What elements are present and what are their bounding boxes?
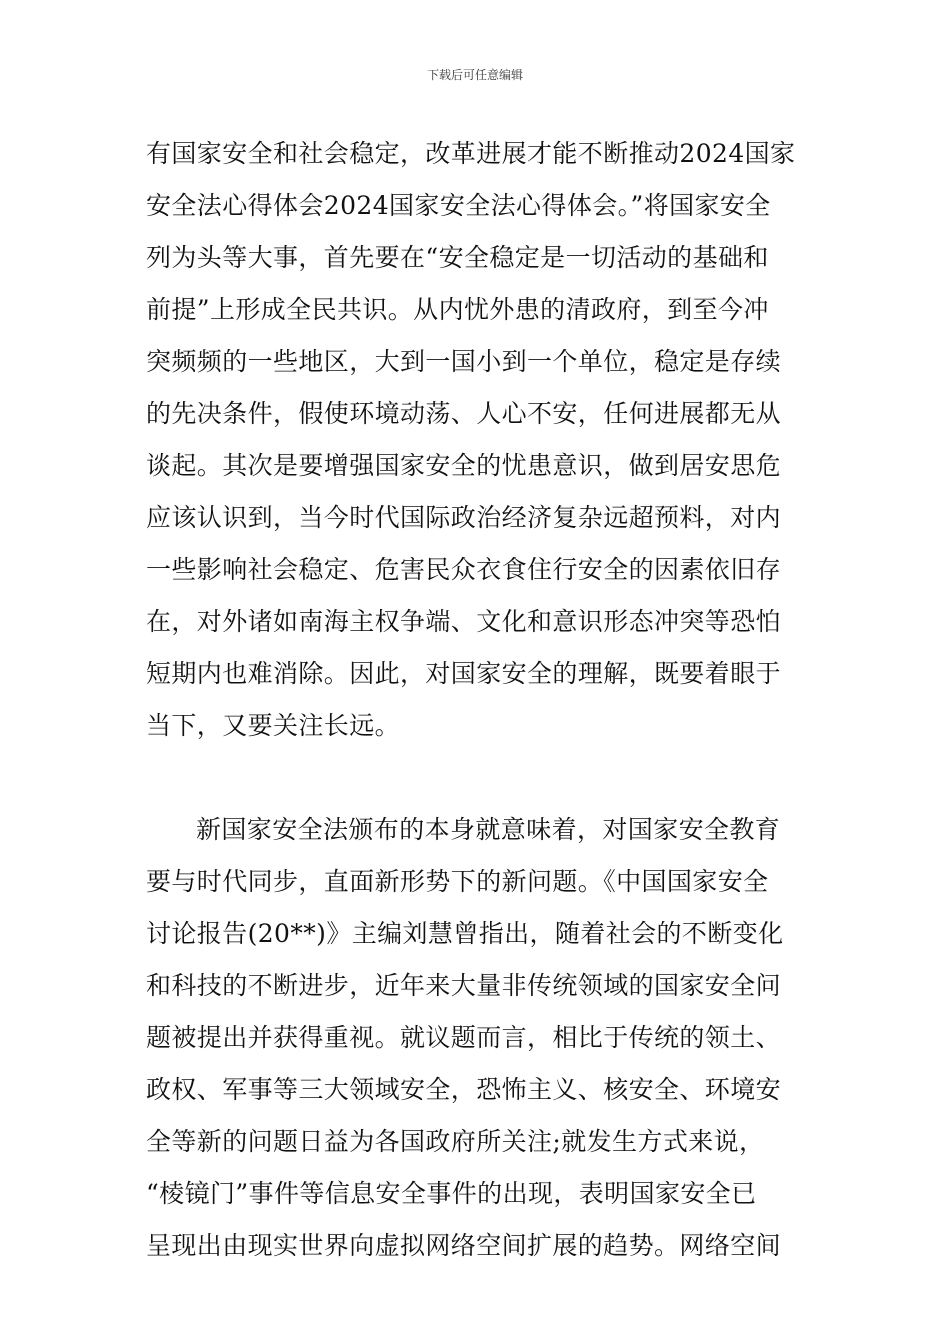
text-line: 当下，又要关注长远。: [146, 711, 401, 740]
text-line: 的先决条件，假使环境动荡、人心不安，任何进展都无从: [146, 399, 782, 428]
text-line: 在，对外诸如南海主权争端、文化和意识形态冲突等恐怕: [146, 607, 782, 636]
text-line: 前提”上形成全民共识。从内忧外患的清政府，到至今冲: [146, 295, 769, 324]
text-line: 政权、军事等三大领域安全，恐怖主义、核安全、环境安: [146, 1075, 782, 1104]
text-line: 题被提出并获得重视。就议题而言，相比于传统的领土、: [146, 1023, 782, 1052]
text-line: 要与时代同步，直面新形势下的新问题。《中国国家安全: [146, 867, 769, 896]
text-line: 一些影响社会稳定、危害民众衣食住行安全的因素依旧存: [146, 555, 782, 584]
text-line: 安全法心得体会2024国家安全法心得体会。”将国家安全: [146, 191, 771, 220]
text-line: 呈现出由现实世界向虚拟网络空间扩展的趋势。网络空间: [146, 1231, 782, 1260]
text-line: 短期内也难消除。因此，对国家安全的理解，既要着眼于: [146, 659, 782, 688]
paragraph-2: [146, 804, 808, 1272]
text-line: 列为头等大事，首先要在“安全稳定是一切活动的基础和: [146, 243, 769, 272]
text-line: “棱镜门”事件等信息安全事件的出现，表明国家安全已: [146, 1179, 757, 1208]
text-line: 和科技的不断进步，近年来大量非传统领域的国家安全问: [146, 971, 782, 1000]
text-line: 全等新的问题日益为各国政府所关注;就发生方式来说，: [146, 1127, 765, 1156]
text-line: 突频频的一些地区，大到一国小到一个单位，稳定是存续: [146, 347, 782, 376]
text-line: 谈起。其次是要增强国家安全的忧患意识，做到居安思危: [146, 451, 782, 480]
text-line: 讨论报告(20**)》主编刘慧曾指出，随着社会的不断变化: [146, 919, 784, 948]
document-body: [146, 128, 808, 1272]
text-line: 新国家安全法颁布的本身就意味着，对国家安全教育: [196, 815, 781, 844]
text-line: 应该认识到，当今时代国际政治经济复杂远超预料，对内: [146, 503, 782, 532]
text-line: 有国家安全和社会稳定，改革进展才能不断推动2024国家: [146, 139, 796, 168]
page-header: 下载后可任意编辑: [426, 68, 523, 82]
paragraph-gap: [146, 752, 808, 804]
paragraph-1: [146, 128, 808, 752]
